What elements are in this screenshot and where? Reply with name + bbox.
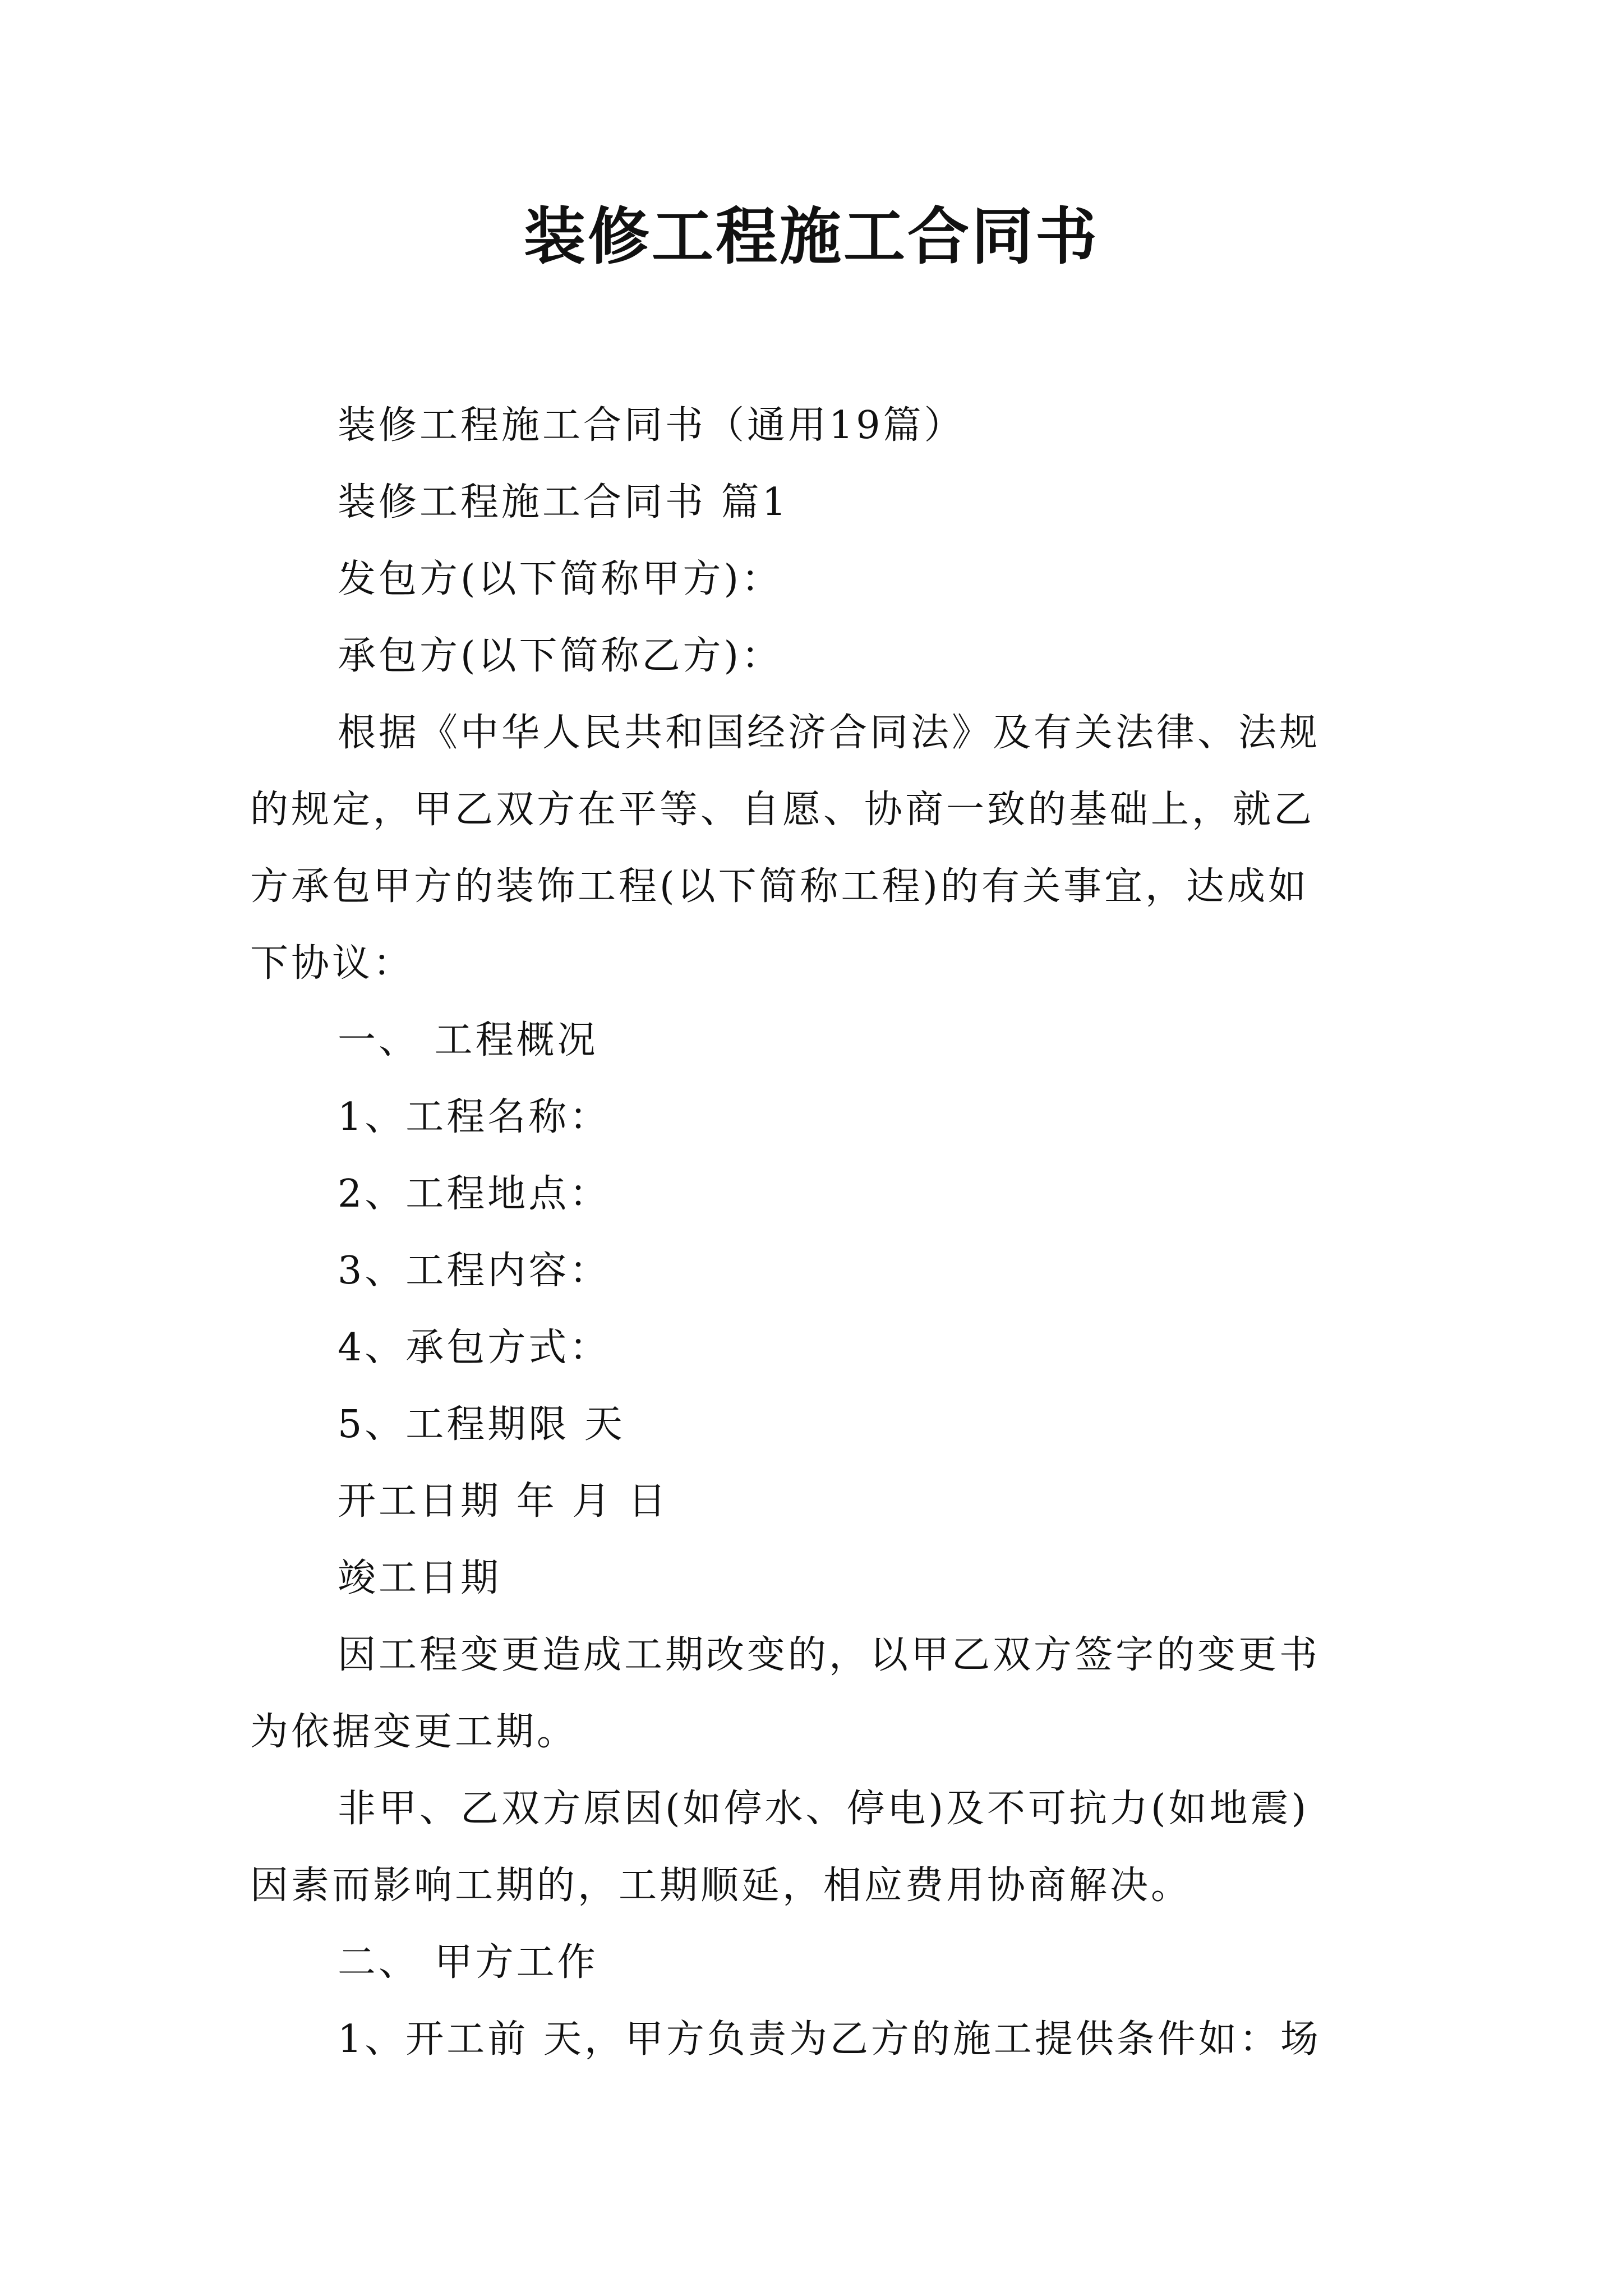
paragraph-line: 因工程变更造成工期改变的，以甲乙双方签字的变更书	[338, 1633, 1321, 1677]
clause-line: 1、工程名称：	[338, 1095, 611, 1139]
paragraph-line: 非甲、乙双方原因(如停水、停电)及不可抗力(如地震)	[338, 1787, 1310, 1831]
clause-line: 2、工程地点：	[338, 1172, 611, 1216]
clause-line: 5、工程期限 天	[338, 1402, 625, 1447]
section-heading-line: 一、 工程概况	[338, 1018, 598, 1062]
clause-line: 开工日期 年 月 日	[338, 1479, 669, 1524]
party-a-line: 发包方(以下简称甲方)：	[338, 557, 783, 601]
paragraph-line: 根据《中华人民共和国经济合同法》及有关法律、法规	[338, 711, 1321, 755]
clause-line: 竣工日期	[338, 1556, 502, 1600]
paragraph-line: 的规定，甲乙双方在平等、自愿、协商一致的基础上，就乙	[250, 788, 1315, 832]
clause-line: 1、开工前 天，甲方负责为乙方的施工提供条件如：场	[338, 2017, 1321, 2062]
paragraph-line: 因素而影响工期的，工期顺延，相应费用协商解决。	[250, 1864, 1192, 1908]
paragraph-line: 方承包甲方的装饰工程(以下简称工程)的有关事宜，达成如	[250, 864, 1310, 909]
party-b-line: 承包方(以下简称乙方)：	[338, 634, 783, 678]
section-heading-line: 装修工程施工合同书 篇1	[338, 480, 789, 524]
clause-line: 4、承包方式：	[338, 1326, 611, 1370]
clause-line: 3、工程内容：	[338, 1249, 611, 1293]
section-heading-line: 二、 甲方工作	[338, 1940, 598, 1985]
paragraph-line: 为依据变更工期。	[250, 1710, 578, 1754]
paragraph-line: 下协议：	[250, 941, 414, 986]
document-title: 装修工程施工合同书	[524, 200, 1099, 273]
subtitle-line: 装修工程施工合同书（通用19篇）	[338, 403, 965, 448]
